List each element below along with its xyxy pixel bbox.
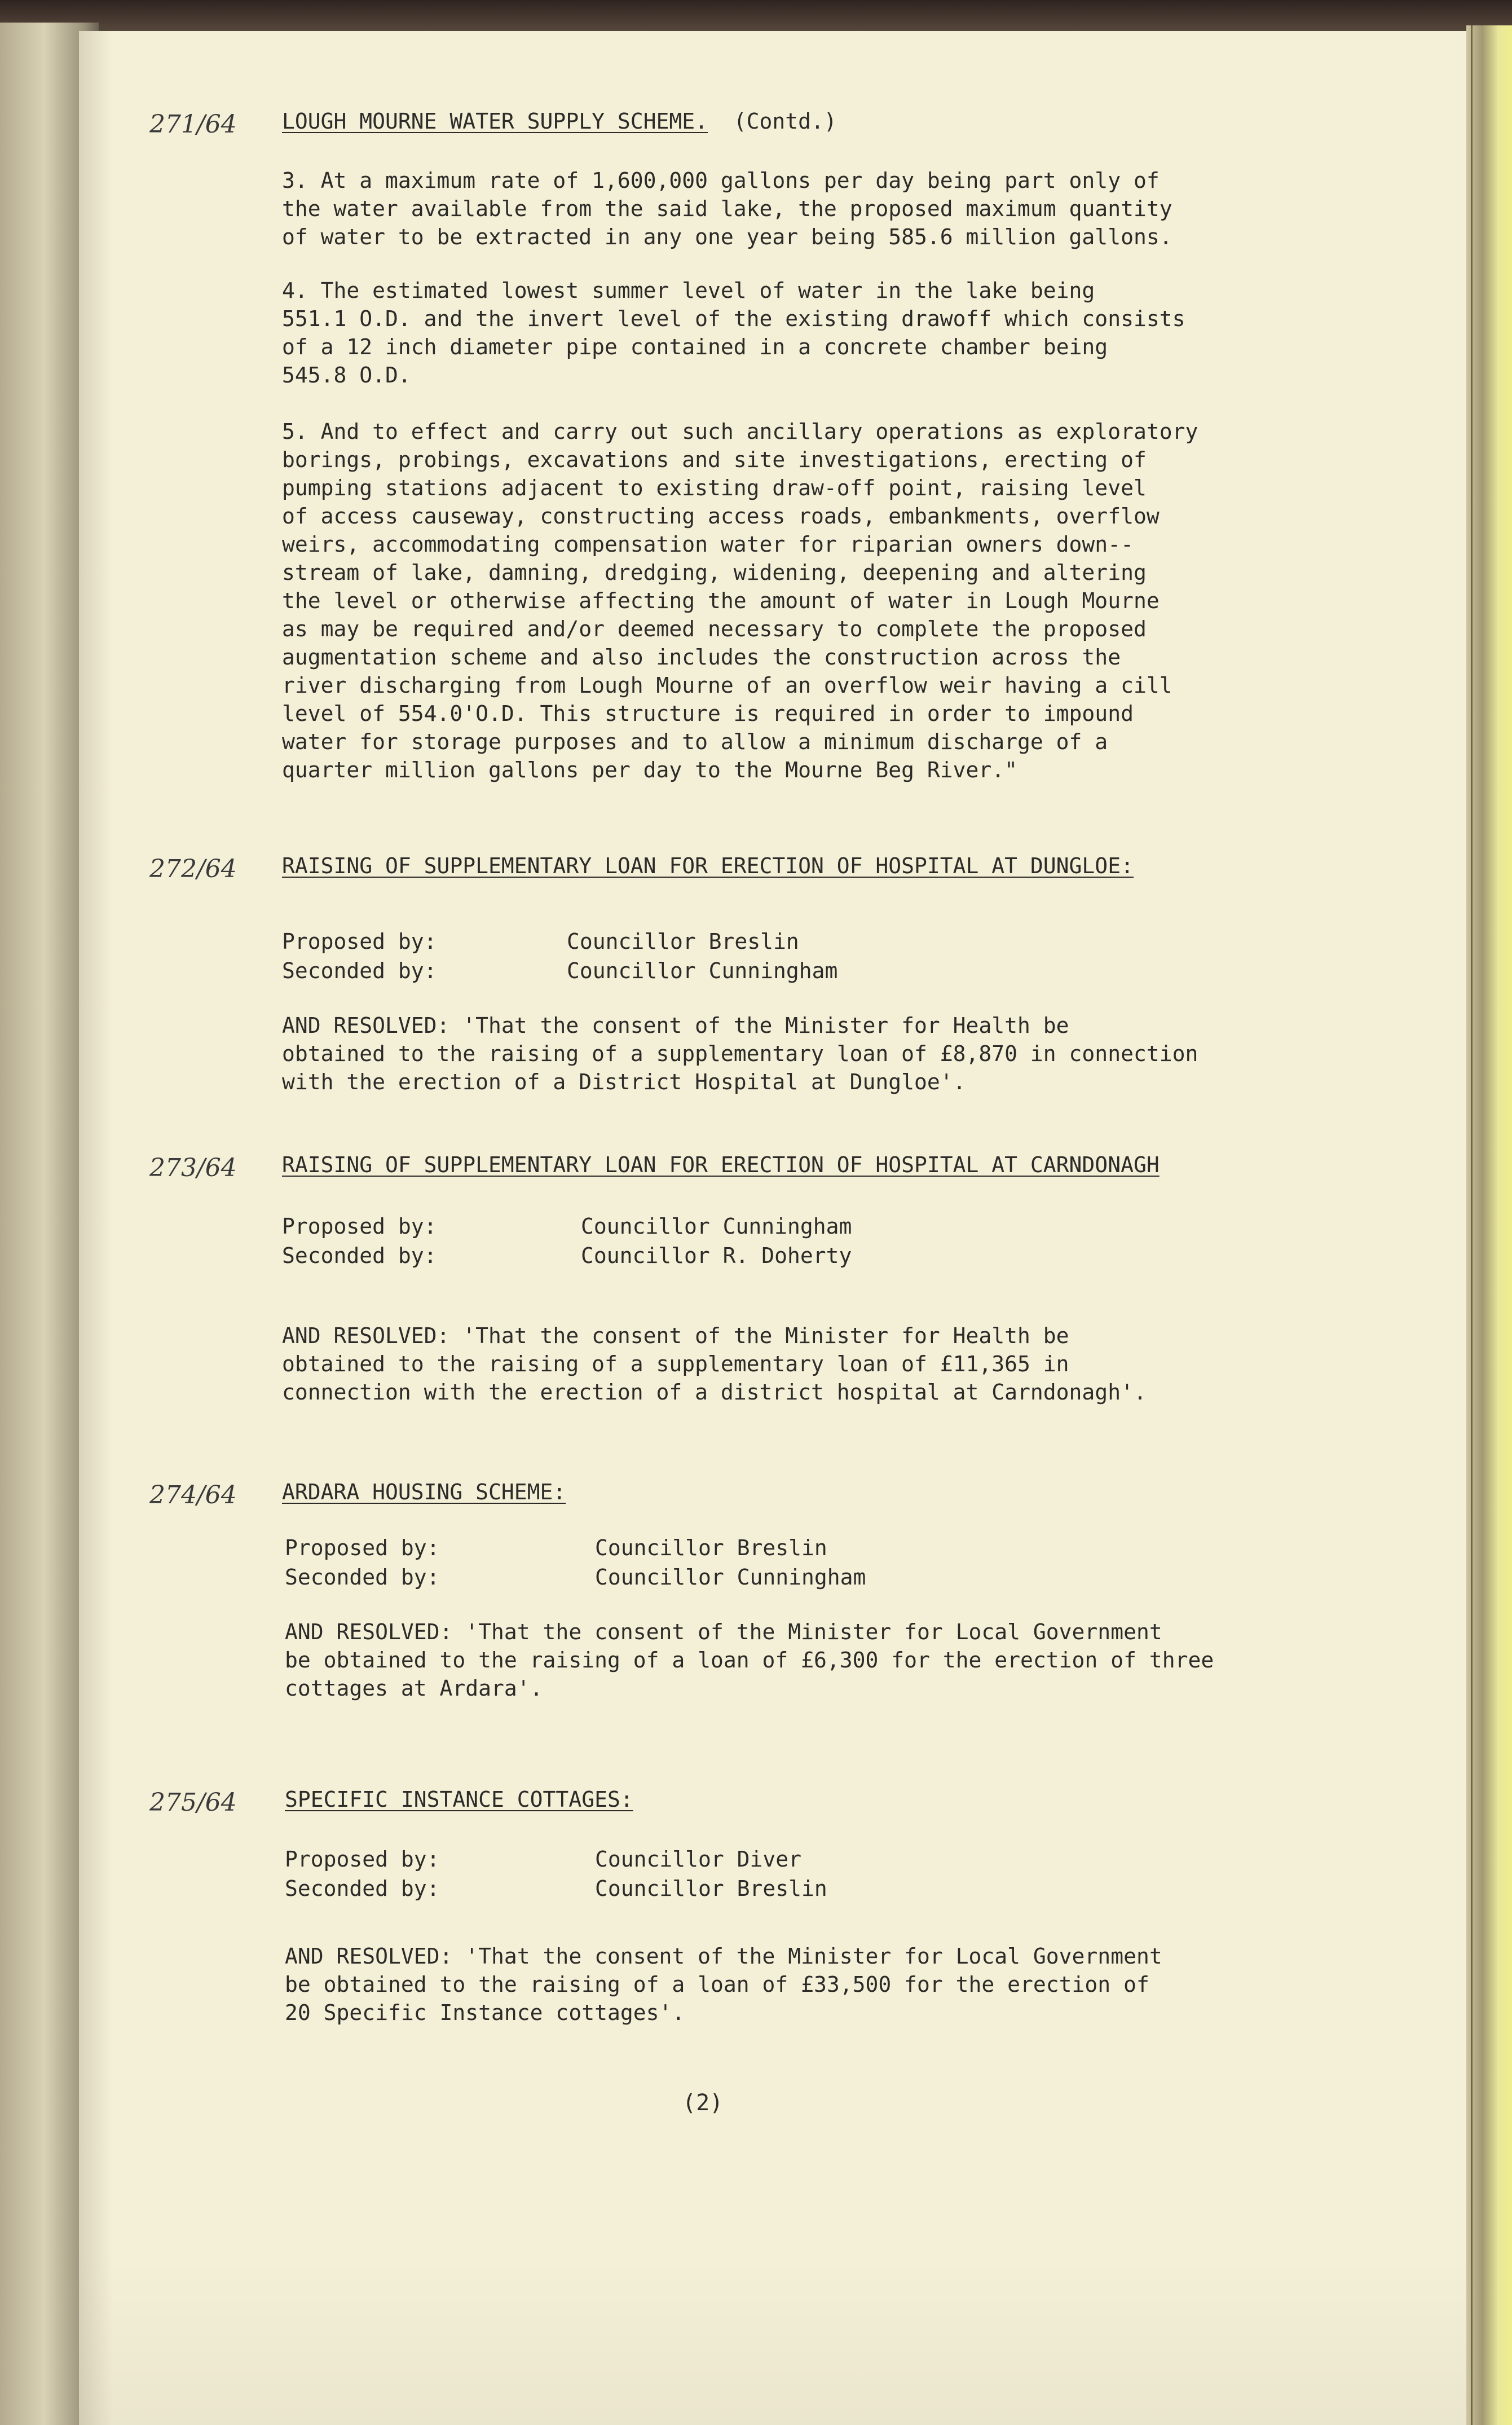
proposed-label: Proposed by: <box>282 1214 437 1239</box>
paragraph-3: 3. At a maximum rate of 1,600,000 gallons per day being part only of the water available from the said lake, the proposed maximum quantity of water to be extracted in any one year being 585.6 million gallons. <box>282 168 1172 249</box>
proposed-name: Councillor Breslin <box>595 1535 827 1560</box>
proposed-name: Councillor Breslin <box>567 929 799 954</box>
resolution-275: AND RESOLVED: 'That the consent of the Minister for Local Government be obtained to the raising of a loan of £33,500 for the erection of 20 Specific Instance cottages'. <box>285 1944 1162 2025</box>
seconded-label: Seconded by: <box>285 1565 440 1590</box>
seconded-label: Seconded by: <box>282 958 437 983</box>
item-title-273: RAISING OF SUPPLEMENTARY LOAN FOR ERECTION OF HOSPITAL AT CARNDONAGH <box>282 1152 1160 1177</box>
seconded-label: Seconded by: <box>282 1243 437 1268</box>
minute-ref-274: 274/64 <box>149 1481 237 1509</box>
page-number: (2) <box>682 2090 724 2116</box>
section-heading-271 <box>282 107 837 135</box>
proposed-name: Councillor Cunningham <box>581 1214 852 1239</box>
seconded-name: Councillor R. Doherty <box>581 1243 852 1268</box>
seconded-label: Seconded by: <box>285 1876 440 1901</box>
proposed-name: Councillor Diver <box>595 1847 802 1872</box>
minute-ref-275: 275/64 <box>149 1788 237 1817</box>
proposed-label: Proposed by: <box>285 1847 440 1872</box>
proposed-label: Proposed by: <box>285 1535 440 1560</box>
item-title-275: SPECIFIC INSTANCE COTTAGES: <box>285 1787 633 1812</box>
minute-ref-271: 271/64 <box>149 110 237 139</box>
resolution-274: AND RESOLVED: 'That the consent of the Minister for Local Government be obtained to the raising of a loan of £6,300 for the erection of three cottages at Ardara'. <box>285 1619 1214 1701</box>
binding-top-edge <box>0 0 1512 34</box>
section-title: LOUGH MOURNE WATER SUPPLY SCHEME. <box>282 109 708 134</box>
seconded-name: Councillor Breslin <box>595 1876 827 1901</box>
resolution-272: AND RESOLVED: 'That the consent of the Minister for Health be obtained to the raising of a supplementary loan of £8,870 in connection with the erection of a District Hospital at Dungloe'. <box>282 1013 1198 1094</box>
resolution-273: AND RESOLVED: 'That the consent of the Minister for Health be obtained to the raising of a supplementary loan of £11,365 in connection with the erection of a district hospital at Carndonagh'. <box>282 1323 1147 1405</box>
page-edge-right <box>1466 25 1512 2425</box>
item-title-274: ARDARA HOUSING SCHEME: <box>282 1480 566 1504</box>
minute-ref-272: 272/64 <box>149 855 237 883</box>
seconded-name: Councillor Cunningham <box>567 958 838 983</box>
proposed-label: Proposed by: <box>282 929 437 954</box>
item-title-272: RAISING OF SUPPLEMENTARY LOAN FOR ERECTION OF HOSPITAL AT DUNGLOE: <box>282 853 1134 878</box>
contd-label: (Contd.) <box>733 109 837 134</box>
minute-ref-273: 273/64 <box>149 1154 237 1182</box>
paragraph-5: 5. And to effect and carry out such ancillary operations as exploratory borings, probings, excavations and site investigations, erecting of pumping stations adjacent to existing draw-off point, raising level of access causeway, constructing access roads, embankments, overflow weirs, accommodating compensation water for riparian owners down-- stream of lake, damning, dredging, widening, deepening and altering the level or otherwise affecting the amount of water in Lough Mourne as may be required and/or deemed necessary to complete the proposed augmentation scheme and also includes the construction across the river discharging from Lough Mourne of an overflow weir having a cill level of 554.0'O.D. This structure is required in order to impound water for storage purposes and to allow a minimum discharge of a quarter million gallons per day to the Mourne Beg River." <box>282 419 1198 782</box>
paragraph-4: 4. The estimated lowest summer level of water in the lake being 551.1 O.D. and the invert level of the existing drawoff which consists of a 12 inch diameter pipe contained in a concrete chamber being 545.8 O.D. <box>282 278 1185 388</box>
seconded-name: Councillor Cunningham <box>595 1565 866 1590</box>
